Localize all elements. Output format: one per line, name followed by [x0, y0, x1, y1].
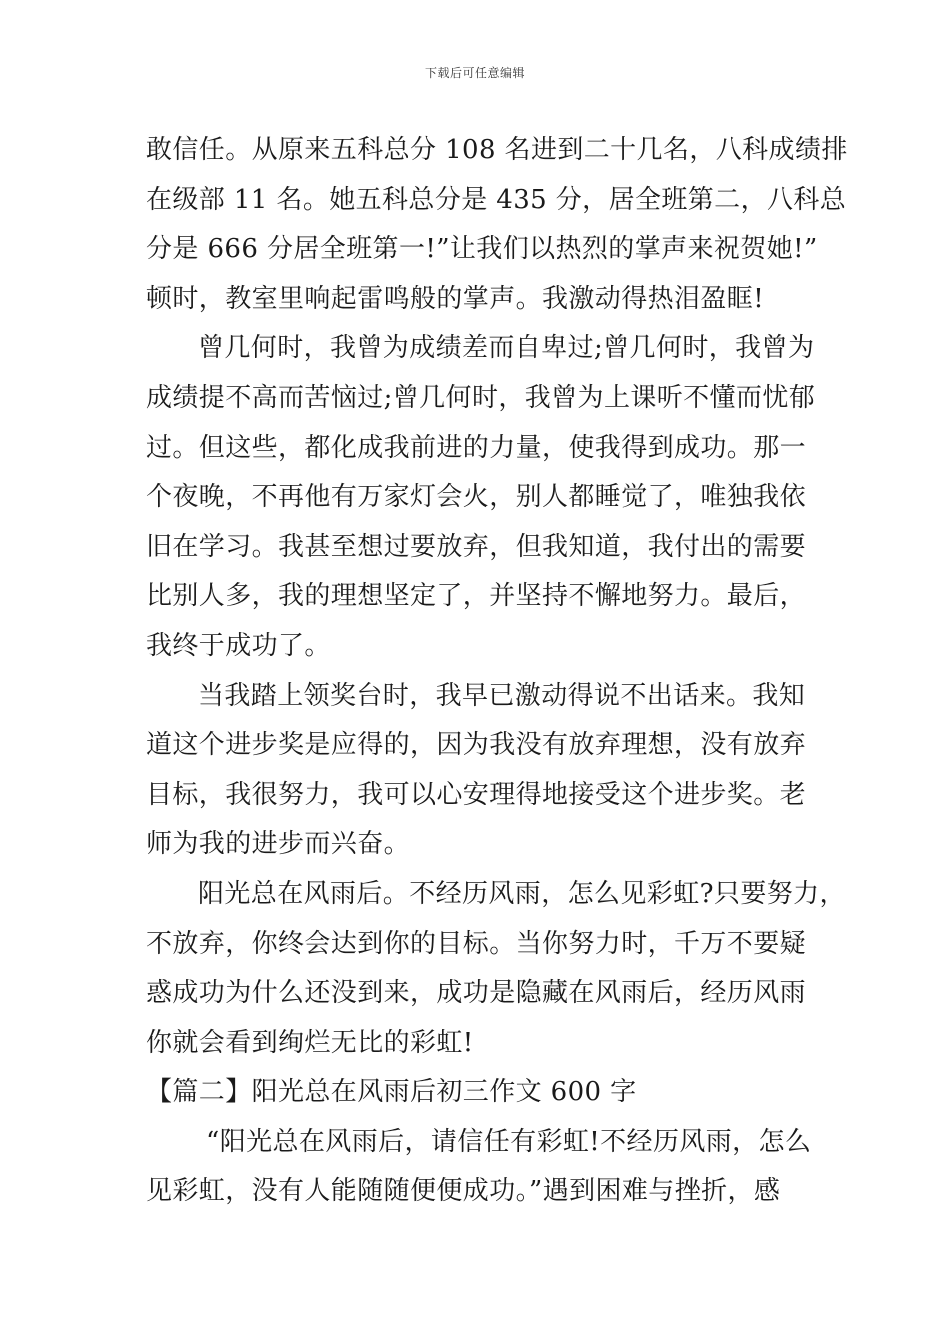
paragraph-start-line: 曾几何时，我曾为成绩差而自卑过;曾几何时，我曾为	[198, 333, 815, 364]
text-line: 不放弃，你终会达到你的目标。当你努力时，千万不要疑	[146, 928, 807, 959]
text-line: 成绩提不高而苦恼过;曾几何时，我曾为上课听不懂而忧郁	[146, 382, 816, 413]
text-line: 比别人多，我的理想坚定了，并坚持不懈地努力。最后，	[146, 581, 807, 612]
document-body	[146, 126, 848, 1217]
text-line: 你就会看到绚烂无比的彩虹!	[146, 1027, 474, 1058]
page-header: 下载后可任意编辑	[424, 66, 525, 80]
text-line: 惑成功为什么还没到来，成功是隐藏在风雨后，经历风雨	[146, 978, 807, 1009]
text-line: 师为我的进步而兴奋。	[146, 829, 411, 860]
section-heading: 【篇二】阳光总在风雨后初三作文 600 字	[146, 1077, 637, 1108]
text-line: 过。但这些，都化成我前进的力量，使我得到成功。那一	[146, 432, 807, 463]
text-line: 分是 666 分居全班第一!”让我们以热烈的掌声来祝贺她!”	[146, 234, 818, 265]
text-line: 在级部 11 名。她五科总分是 435 分，居全班第二，八科总	[146, 184, 847, 215]
text-line: 见彩虹，没有人能随随便便成功。”遇到困难与挫折，感	[146, 1176, 781, 1207]
paragraph-start-line: 当我踏上领奖台时，我早已激动得说不出话来。我知	[198, 680, 806, 711]
text-line: 顿时，教室里响起雷鸣般的掌声。我激动得热泪盈眶!	[146, 283, 765, 314]
text-line: 目标，我很努力，我可以心安理得地接受这个进步奖。老	[146, 779, 807, 810]
paragraph-start-line: 阳光总在风雨后。不经历风雨，怎么见彩虹?只要努力，	[198, 878, 846, 909]
text-line: 敢信任。从原来五科总分 108 名进到二十几名，八科成绩排	[146, 135, 848, 165]
text-line: 个夜晚，不再他有万家灯会火，别人都睡觉了，唯独我依	[146, 482, 807, 513]
text-line: 道这个进步奖是应得的，因为我没有放弃理想，没有放弃	[146, 730, 807, 761]
text-line: 旧在学习。我甚至想过要放弃，但我知道，我付出的需要	[146, 531, 807, 562]
text-line: 我终于成功了。	[146, 630, 331, 661]
paragraph-start-line: “阳光总在风雨后，请信任有彩虹!不经历风雨，怎么	[206, 1126, 812, 1157]
